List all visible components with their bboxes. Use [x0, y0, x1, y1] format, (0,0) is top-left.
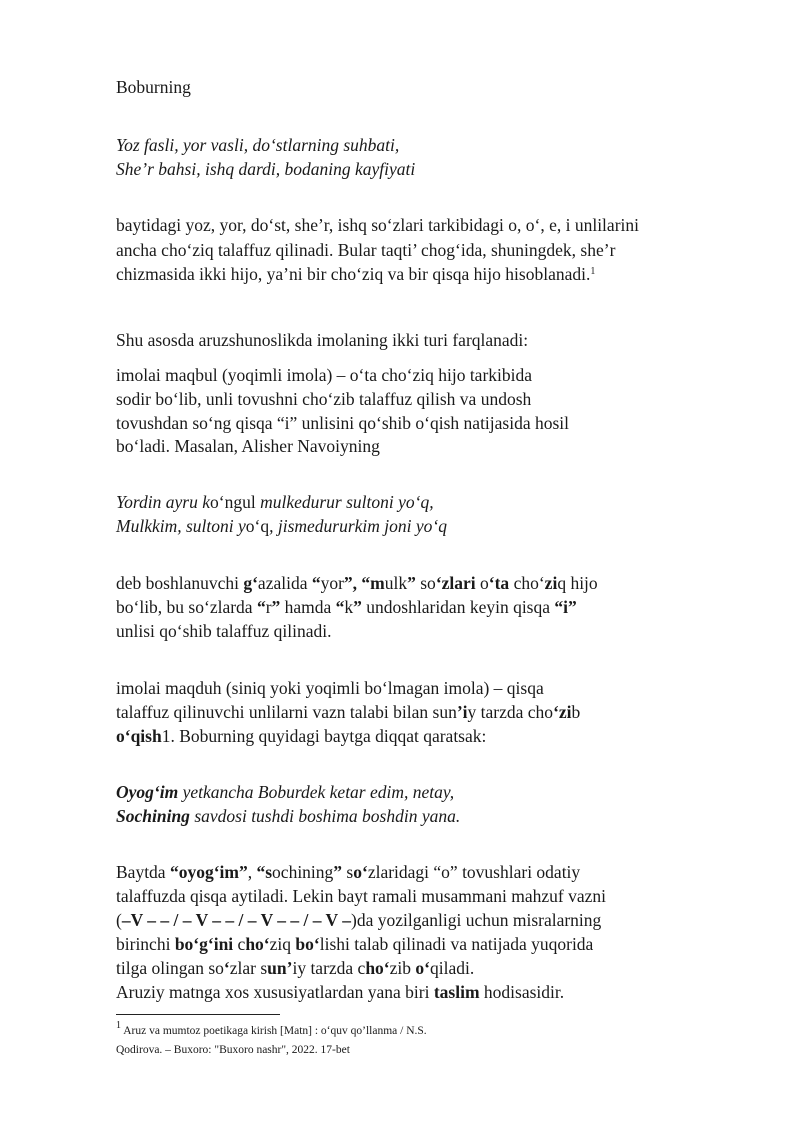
para3-l2-s4: hamda — [280, 597, 336, 617]
para5-l4-s1: bo‘g‘ini — [174, 934, 234, 954]
para3-l1-s8: ” — [407, 573, 416, 593]
footnote-line1 — [116, 1020, 427, 1038]
verse2-l2-a: Mulkkim, sultoni y — [116, 516, 246, 536]
para3-l1-s9: so — [415, 573, 436, 593]
verse3-l1-rest: yetkancha Boburdek ketar edim, netay, — [178, 782, 455, 802]
verse2-l1-a: Yordin ayru k — [116, 492, 210, 512]
para3-line1 — [116, 575, 598, 593]
para3-l1-s7: ulk — [384, 573, 408, 593]
para3-l1-s3: “ — [311, 573, 321, 593]
para5-l5-s0: tilga olingan so — [116, 958, 224, 978]
para3-l1-s1: g‘ — [243, 573, 258, 593]
verse3-l2-bold: Sochining — [116, 806, 190, 826]
para5-l1-s3: “s — [256, 862, 273, 882]
para5-l5-s4: iy tarzda c — [292, 958, 366, 978]
para5-l5-s1: ‘ — [223, 958, 230, 978]
heading: Boburning — [116, 77, 191, 97]
para5-l1-s4: ochining — [272, 862, 334, 882]
para5-line5 — [116, 960, 474, 978]
verse2-line1 — [116, 494, 434, 512]
verse2-l2-b: o‘q — [245, 516, 270, 536]
para5-l5-s5: ho‘ — [365, 958, 390, 978]
para4-l3-s1: 1. Boburning quyidagi baytga diqqat qaratsak: — [161, 726, 487, 746]
para5-l5-s3: un’ — [267, 958, 293, 978]
para5-l4-s2: c — [233, 934, 246, 954]
verse3-line1 — [116, 784, 454, 802]
para5-l4-s3: ho‘ — [245, 934, 270, 954]
para3-l1-s0: deb boshlanuvchi — [116, 573, 244, 593]
para3-l1-s6: “m — [361, 573, 385, 593]
para5-l4-s4: ziq — [269, 934, 296, 954]
para2-line3: tovushdan so‘ng qisqa “i” unlisini qo‘shib o‘qish natijasida hosil — [116, 413, 570, 433]
para5-l1-s8: zlaridagi “o” tovushlari odatiy — [367, 862, 581, 882]
para5-l1-s1: “oyog‘im” — [169, 862, 248, 882]
footnote-mark: 1 — [116, 1020, 121, 1031]
verse1-line2: She’r bahsi, ishq dardi, bodaning kayfiyati — [116, 159, 416, 179]
para3-l2-s3: ” — [271, 597, 281, 617]
para3-l1-s10: ‘zlari — [435, 573, 476, 593]
para3-l1-s4: yor — [320, 573, 344, 593]
para3-l1-s5: ”, — [343, 573, 362, 593]
para5-l5-s7: o‘ — [415, 958, 430, 978]
verse3-l1-bold: Oyog‘im — [116, 782, 179, 802]
verse3-l2-rest: savdosi tushdi boshima boshdin yana. — [189, 806, 461, 826]
para2-line4: bo‘ladi. Masalan, Alisher Navoiyning — [116, 436, 380, 456]
para5-l6-s0: Aruziy matnga xos xususiyatlardan yana biri — [116, 982, 434, 1002]
para4-l3-s0: o‘qish — [116, 726, 162, 746]
para4-l2-s3: ‘zi — [553, 702, 572, 722]
intro-line: Shu asosda aruzshunoslikda imolaning ikki turi farqlanadi: — [116, 330, 529, 350]
para3-line3: unlisi qo‘shib talaffuz qilinadi. — [116, 621, 332, 641]
verse1-line1: Yoz fasli, yor vasli, do‘stlarning suhbati, — [116, 135, 400, 155]
footnote-separator — [116, 1014, 280, 1015]
para5-l4-s6: lishi talab qilinadi va natijada yuqorida — [319, 934, 594, 954]
para3-l2-s8: undoshlaridan keyin qisqa — [361, 597, 555, 617]
para2-line2: sodir bo‘lib, unli tovushni cho‘zib talaffuz qilish va undosh — [116, 389, 532, 409]
para5-line2: talaffuzda qisqa aytiladi. Lekin bayt ramali musammani mahzuf vazni — [116, 886, 606, 906]
para3-l2-s7: ” — [353, 597, 362, 617]
para5-line3 — [116, 912, 601, 930]
para5-l3-s1: –V – – / – V – – / – V – – / – V – — [121, 910, 352, 930]
footnote-reference: 1 — [590, 266, 596, 277]
para3-l1-s12: ‘ta — [488, 573, 510, 593]
para3-l2-s6: k — [344, 597, 354, 617]
para5-line6 — [116, 984, 564, 1002]
para3-l1-s11: o — [475, 573, 489, 593]
para5-l5-s2: zlar s — [229, 958, 268, 978]
para5-l6-s1: taslim — [433, 982, 480, 1002]
para5-line4 — [116, 936, 593, 954]
footnote-text1: Aruz va mumtoz poetikaga kirish [Matn] : o‘quv qo’llanma / N.S. — [121, 1025, 427, 1037]
verse3-line2 — [116, 808, 460, 826]
para5-l6-s2: hodisasidir. — [479, 982, 565, 1002]
para4-line3 — [116, 728, 486, 746]
para5-l5-s8: qiladi. — [429, 958, 475, 978]
para4-l2-s0: talaffuz qilinuvchi unlilarni vazn talabi bilan sun — [116, 702, 457, 722]
para5-l3-s0: ( — [116, 910, 122, 930]
para1-line3-text: chizmasida ikki hijo, ya’ni bir cho‘ziq va bir qisqa hijo hisoblanadi. — [116, 264, 591, 284]
verse2-l1-c: mulkedurur sultoni yo‘q, — [255, 492, 434, 512]
para1-line3 — [116, 266, 595, 284]
para4-line2 — [116, 704, 580, 722]
verse2-l2-c: , jismedururkim joni yo‘q — [269, 516, 447, 536]
para5-l4-s0: birinchi — [116, 934, 175, 954]
para5-l1-s0: Baytda — [116, 862, 170, 882]
para4-l2-s1: ’i — [456, 702, 468, 722]
verse2-l1-b: o‘ngul — [210, 492, 256, 512]
para5-line1 — [116, 864, 580, 882]
para3-l2-s0: bo‘lib, bu so‘zlarda — [116, 597, 257, 617]
para5-l1-s7: o‘ — [353, 862, 368, 882]
para5-l4-s5: bo‘ — [295, 934, 320, 954]
para3-l2-s9: “i” — [554, 597, 577, 617]
para3-l1-s13: cho‘ — [509, 573, 545, 593]
para5-l3-s2: )da yozilganligi uchun misralarning — [351, 910, 602, 930]
para1-line1: baytidagi yoz, yor, do‘st, she’r, ishq so‘zlari tarkibidagi o, o‘, e, i unlilarini — [116, 215, 639, 235]
para3-l1-s2: azalida — [257, 573, 312, 593]
para3-line2 — [116, 599, 577, 617]
footnote-line2: Qodirova. – Buxoro: "Buxoro nashr", 2022. 17-bet — [116, 1044, 350, 1056]
para3-l2-s5: “ — [335, 597, 345, 617]
para1-line2: ancha cho‘ziq talaffuz qilinadi. Bular taqti’ chog‘ida, shuningdek, she’r — [116, 240, 616, 260]
para4-l2-s4: b — [571, 702, 581, 722]
para2-line1: imolai maqbul (yoqimli imola) – o‘ta cho‘ziq hijo tarkibida — [116, 365, 533, 385]
para4-line1: imolai maqduh (siniq yoki yoqimli bo‘lmagan imola) – qisqa — [116, 678, 544, 698]
para5-l5-s6: zib — [389, 958, 416, 978]
para5-l1-s2: , — [247, 862, 257, 882]
para3-l2-s2: r — [265, 597, 272, 617]
para5-l1-s5: ” — [333, 862, 343, 882]
para5-l1-s6: s — [342, 862, 354, 882]
verse2-line2 — [116, 518, 447, 536]
para3-l2-s1: “ — [256, 597, 266, 617]
para3-l1-s14: zi — [544, 573, 558, 593]
para4-l2-s2: y tarzda cho — [467, 702, 554, 722]
para3-l1-s15: q hijo — [557, 573, 598, 593]
